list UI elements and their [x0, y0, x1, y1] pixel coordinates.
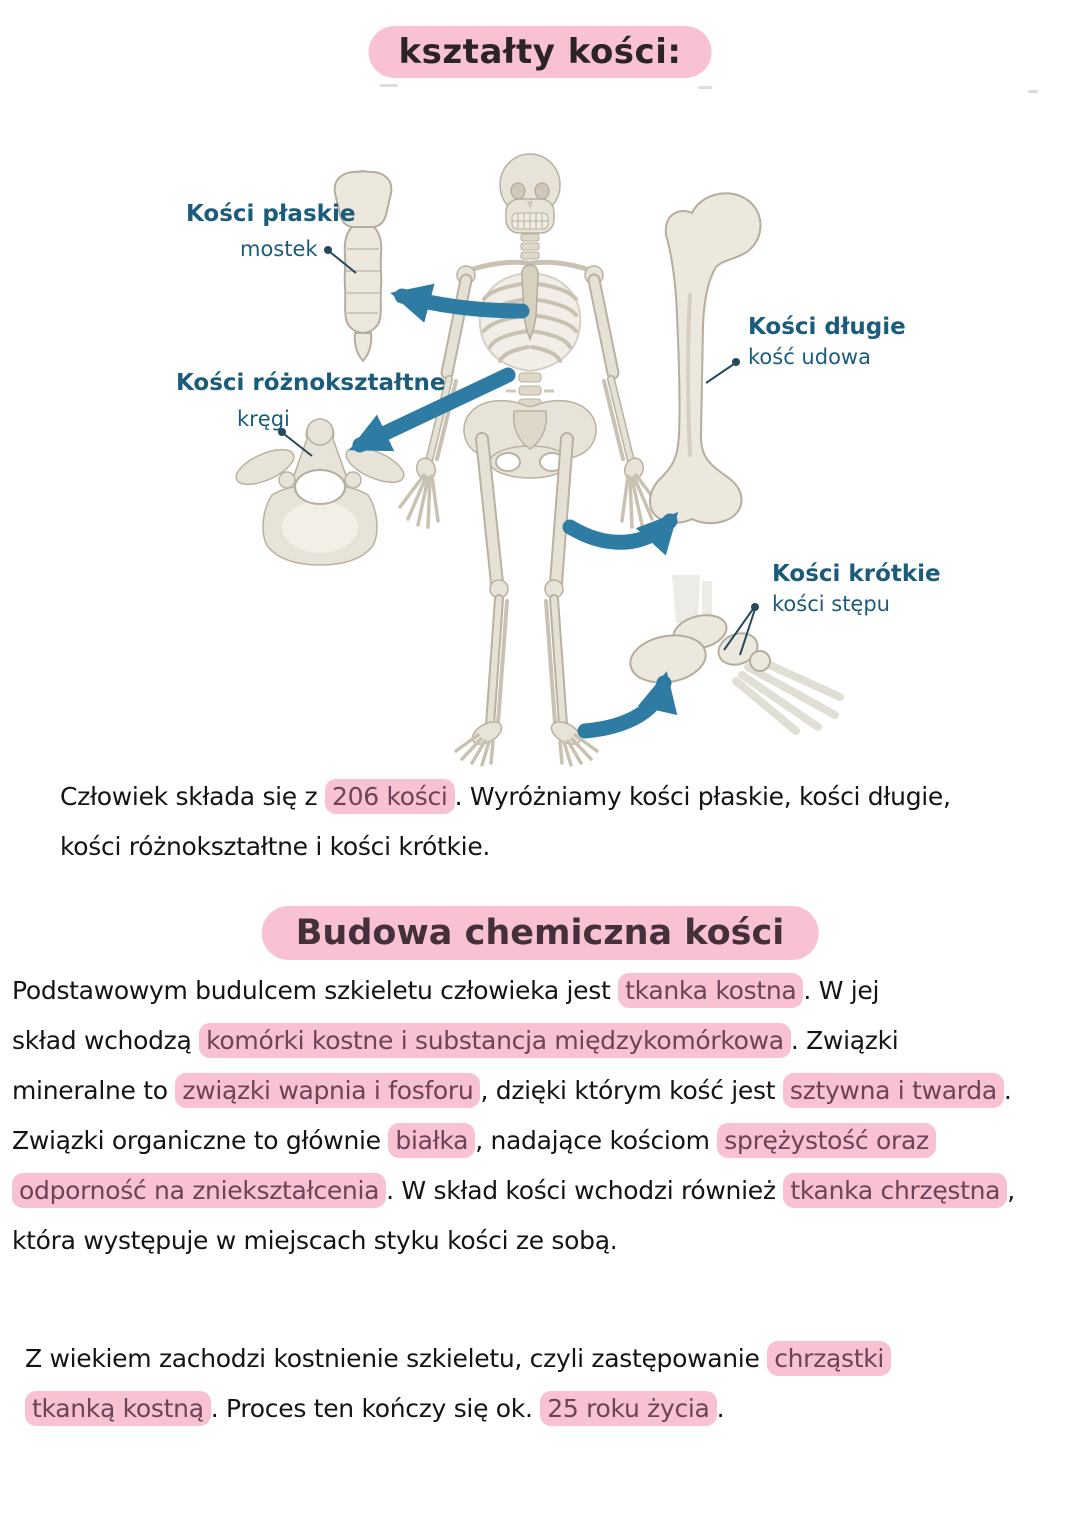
text-segment: , nadające kościom [475, 1126, 718, 1155]
label-flat-bones-name: Kości płaskie [186, 201, 356, 227]
label-short-bones [772, 561, 941, 587]
intro-paragraph [60, 772, 951, 872]
text-segment: skład wchodzą [12, 1026, 200, 1055]
highlighted-text: 25 roku życia [540, 1391, 716, 1426]
text-segment: , [1007, 1176, 1015, 1205]
text-line [12, 1066, 1015, 1116]
text-segment: . [716, 1394, 725, 1423]
label-flat-bones-example: mostek [240, 237, 318, 261]
highlighted-text: sprężystość oraz [717, 1123, 936, 1158]
highlighted-text: tkanka chrzęstna [783, 1173, 1007, 1208]
faint-mark [698, 86, 712, 89]
highlighted-text: chrząstki [767, 1341, 891, 1376]
arrow-to-femur-icon [570, 521, 670, 542]
ossification-paragraph [25, 1334, 891, 1434]
highlighted-text: tkanką kostną [25, 1391, 211, 1426]
highlighted-text: komórki kostne i substancja międzykomórkowa [199, 1023, 791, 1058]
highlighted-text: odporność na zniekształcenia [12, 1173, 386, 1208]
text-line [60, 772, 951, 822]
label-short-bones-name: Kości krótkie [772, 561, 941, 587]
label-irregular-bones [176, 370, 446, 396]
text-segment: . Wyróżniamy kości płaskie, kości długie, [454, 782, 951, 811]
text-segment: . W jej [803, 976, 880, 1005]
text-segment: , dzięki którym kość jest [480, 1076, 783, 1105]
label-irregular-bones-example: kręgi [237, 407, 290, 431]
section-heading-bone-chemistry: Budowa chemiczna kości [262, 906, 819, 960]
label-long-bones [748, 314, 906, 340]
text-segment: Człowiek składa się z [60, 782, 326, 811]
text-line [12, 1016, 1015, 1066]
text-segment: Podstawowym budulcem szkieletu człowieka jest [12, 976, 619, 1005]
text-line [12, 1216, 1015, 1266]
text-segment: która występuje w miejscach styku kości ze sobą. [12, 1226, 618, 1255]
text-segment: . W skład kości wchodzi również [386, 1176, 784, 1205]
text-segment: mineralne to [12, 1076, 176, 1105]
text-segment: kości różnokształtne i kości krótkie. [60, 832, 491, 861]
femur-illustration [650, 193, 761, 523]
label-irregular-bones-name: Kości różnokształtne [176, 370, 446, 396]
label-flat-bones [186, 201, 355, 227]
faint-mark [380, 84, 398, 87]
page-title: kształty kości: [369, 26, 712, 78]
text-line [12, 966, 1015, 1016]
arrow-to-tarsal-icon [585, 683, 664, 731]
sternum-illustration [335, 171, 392, 361]
label-long-bones-example: kość udowa [748, 345, 871, 369]
text-line [60, 822, 951, 872]
text-line [25, 1384, 891, 1434]
text-segment: . Proces ten kończy się ok. [210, 1394, 541, 1423]
highlighted-text: 206 kości [325, 779, 455, 814]
text-segment: . Związki [790, 1026, 899, 1055]
text-line [12, 1116, 1015, 1166]
highlighted-text: sztywna i twarda [783, 1073, 1004, 1108]
highlighted-text: tkanka kostna [618, 973, 803, 1008]
text-line [25, 1334, 891, 1384]
text-line [12, 1166, 1015, 1216]
highlighted-text: białka [388, 1123, 475, 1158]
text-segment: . [1003, 1076, 1012, 1105]
bone-shapes-diagram [0, 115, 1080, 780]
label-long-bones-name: Kości długie [748, 314, 906, 340]
text-segment: Z wiekiem zachodzi kostnienie szkieletu, czyli zastępowanie [25, 1344, 768, 1373]
text-segment: Związki organiczne to głównie [12, 1126, 389, 1155]
label-short-bones-example: kości stępu [772, 592, 890, 616]
skeleton-illustration [400, 154, 660, 765]
faint-mark [1028, 90, 1038, 93]
chemistry-paragraph [12, 966, 1015, 1266]
highlighted-text: związki wapnia i fosforu [175, 1073, 480, 1108]
